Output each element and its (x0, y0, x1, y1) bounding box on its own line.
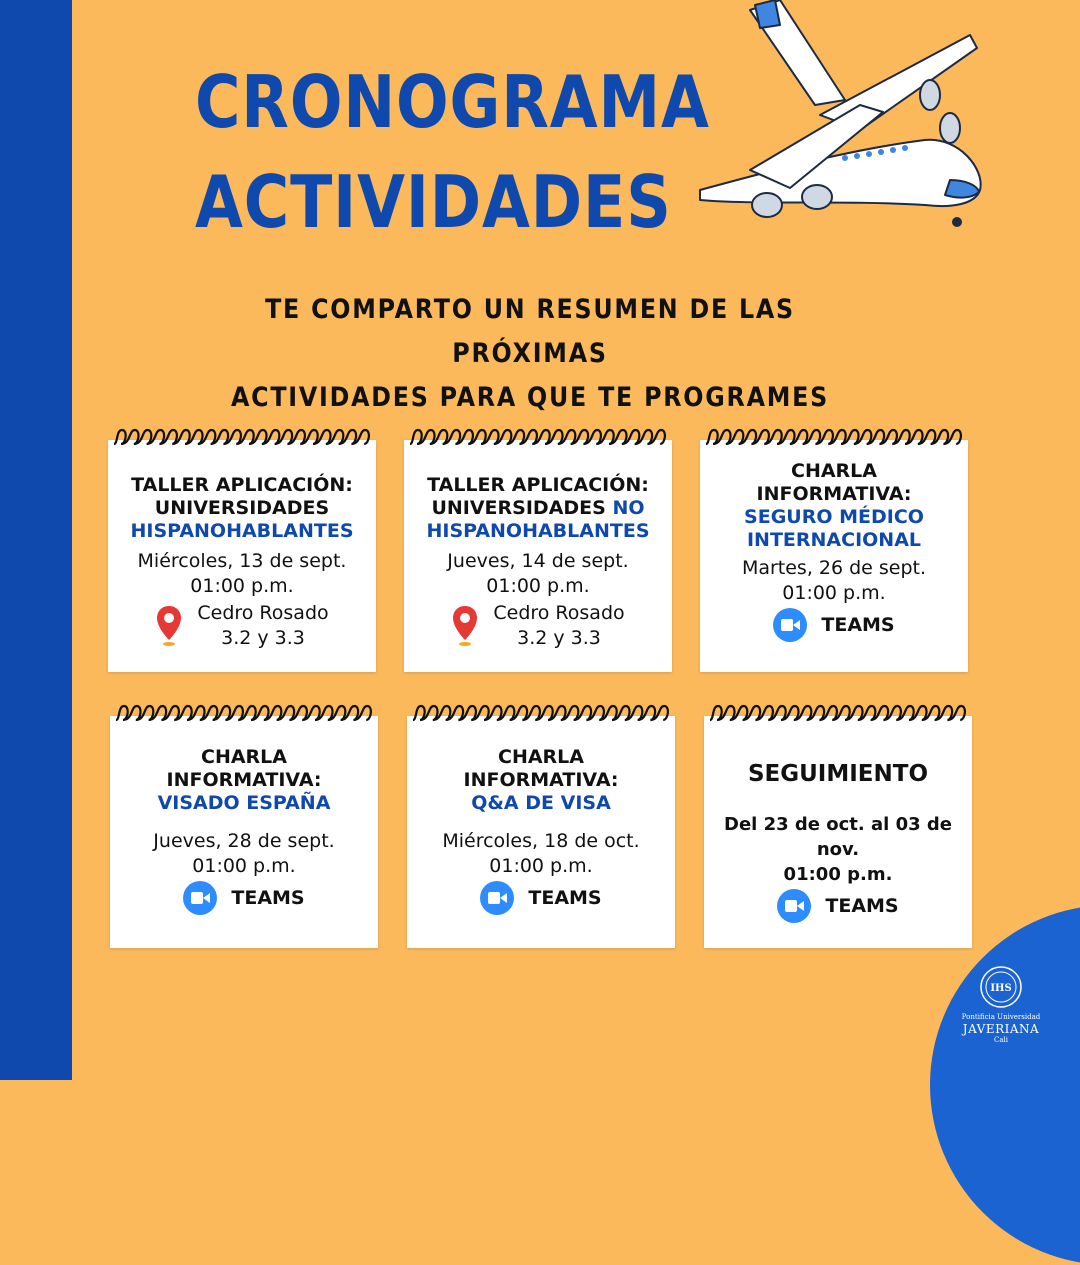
notebook-spiral-icon (708, 702, 970, 730)
card-date: Miércoles, 18 de oct. 01:00 p.m. (442, 830, 640, 877)
card-date: Martes, 26 de sept. 01:00 p.m. (741, 557, 927, 604)
card-title: CHARLA INFORMATIVA: SEGURO MÉDICO INTERNACIONAL (744, 460, 924, 551)
university-crest-icon (979, 965, 1023, 1009)
card-title: CHARLA INFORMATIVA: VISADO ESPAÑA (157, 746, 331, 814)
video-call-icon (480, 881, 514, 915)
notebook-spiral-icon (704, 426, 966, 454)
notebook-spiral-icon (114, 702, 376, 730)
card-date: Miércoles, 13 de sept. 01:00 p.m. (137, 550, 347, 597)
spiral-loops (114, 430, 369, 444)
activity-card (407, 716, 675, 948)
airplane-illustration (695, 0, 995, 235)
corner-blue-arc (930, 905, 1080, 1265)
card-location: TEAMS (704, 889, 972, 923)
left-blue-bar (0, 0, 72, 1080)
spiral-loops (410, 430, 665, 444)
notebook-spiral-icon (408, 426, 670, 454)
card-location: TEAMS (110, 881, 378, 915)
video-call-icon (773, 608, 807, 642)
activity-card (108, 440, 376, 672)
card-title: SEGUIMIENTO (747, 761, 929, 787)
subtitle-line-2: ACTIVIDADES PARA QUE TE PROGRAMES (230, 382, 829, 413)
card-date: Jueves, 28 de sept. 01:00 p.m. (153, 830, 335, 877)
card-date: Jueves, 14 de sept. 01:00 p.m. (447, 550, 629, 597)
logo-line-2: JAVERIANA (962, 1022, 1040, 1036)
map-pin-icon (155, 604, 183, 648)
spiral-loops (706, 430, 961, 444)
card-title: TALLER APLICACIÓN: UNIVERSIDADES NO HISPANOHABLANTES (426, 474, 650, 542)
subtitle-line-1: TE COMPARTO UN RESUMEN DE LAS PRÓXIMAS (265, 294, 795, 369)
page-subtitle (222, 288, 838, 420)
crest-text: IHS (990, 983, 1012, 994)
card-location: Cedro Rosado 3.2 y 3.3 (404, 601, 672, 651)
notebook-spiral-icon (411, 702, 673, 730)
university-logo (958, 965, 1044, 1053)
card-location: Cedro Rosado 3.2 y 3.3 (108, 601, 376, 651)
page-title (195, 52, 710, 252)
activity-card (110, 716, 378, 948)
spiral-loops (710, 706, 965, 720)
title-line-1: CRONOGRAMA (195, 60, 710, 144)
title-line-2: ACTIVIDADES (195, 160, 672, 244)
spiral-loops (413, 706, 668, 720)
activity-card (704, 716, 972, 948)
activity-card (700, 440, 968, 672)
logo-line-1: Pontificia Universidad (961, 1013, 1041, 1021)
card-title: CHARLA INFORMATIVA: Q&A DE VISA (463, 746, 619, 814)
card-title: TALLER APLICACIÓN: UNIVERSIDADES HISPANOHABLANTES (130, 474, 354, 542)
card-location: TEAMS (700, 608, 968, 642)
notebook-spiral-icon (112, 426, 374, 454)
video-call-icon (777, 889, 811, 923)
spiral-loops (116, 706, 371, 720)
activity-card (404, 440, 672, 672)
logo-line-3: Cali (993, 1036, 1008, 1044)
card-location: TEAMS (407, 881, 675, 915)
video-call-icon (183, 881, 217, 915)
map-pin-icon (451, 604, 479, 648)
card-date: Del 23 de oct. al 03 de nov. 01:00 p.m. (724, 814, 952, 885)
